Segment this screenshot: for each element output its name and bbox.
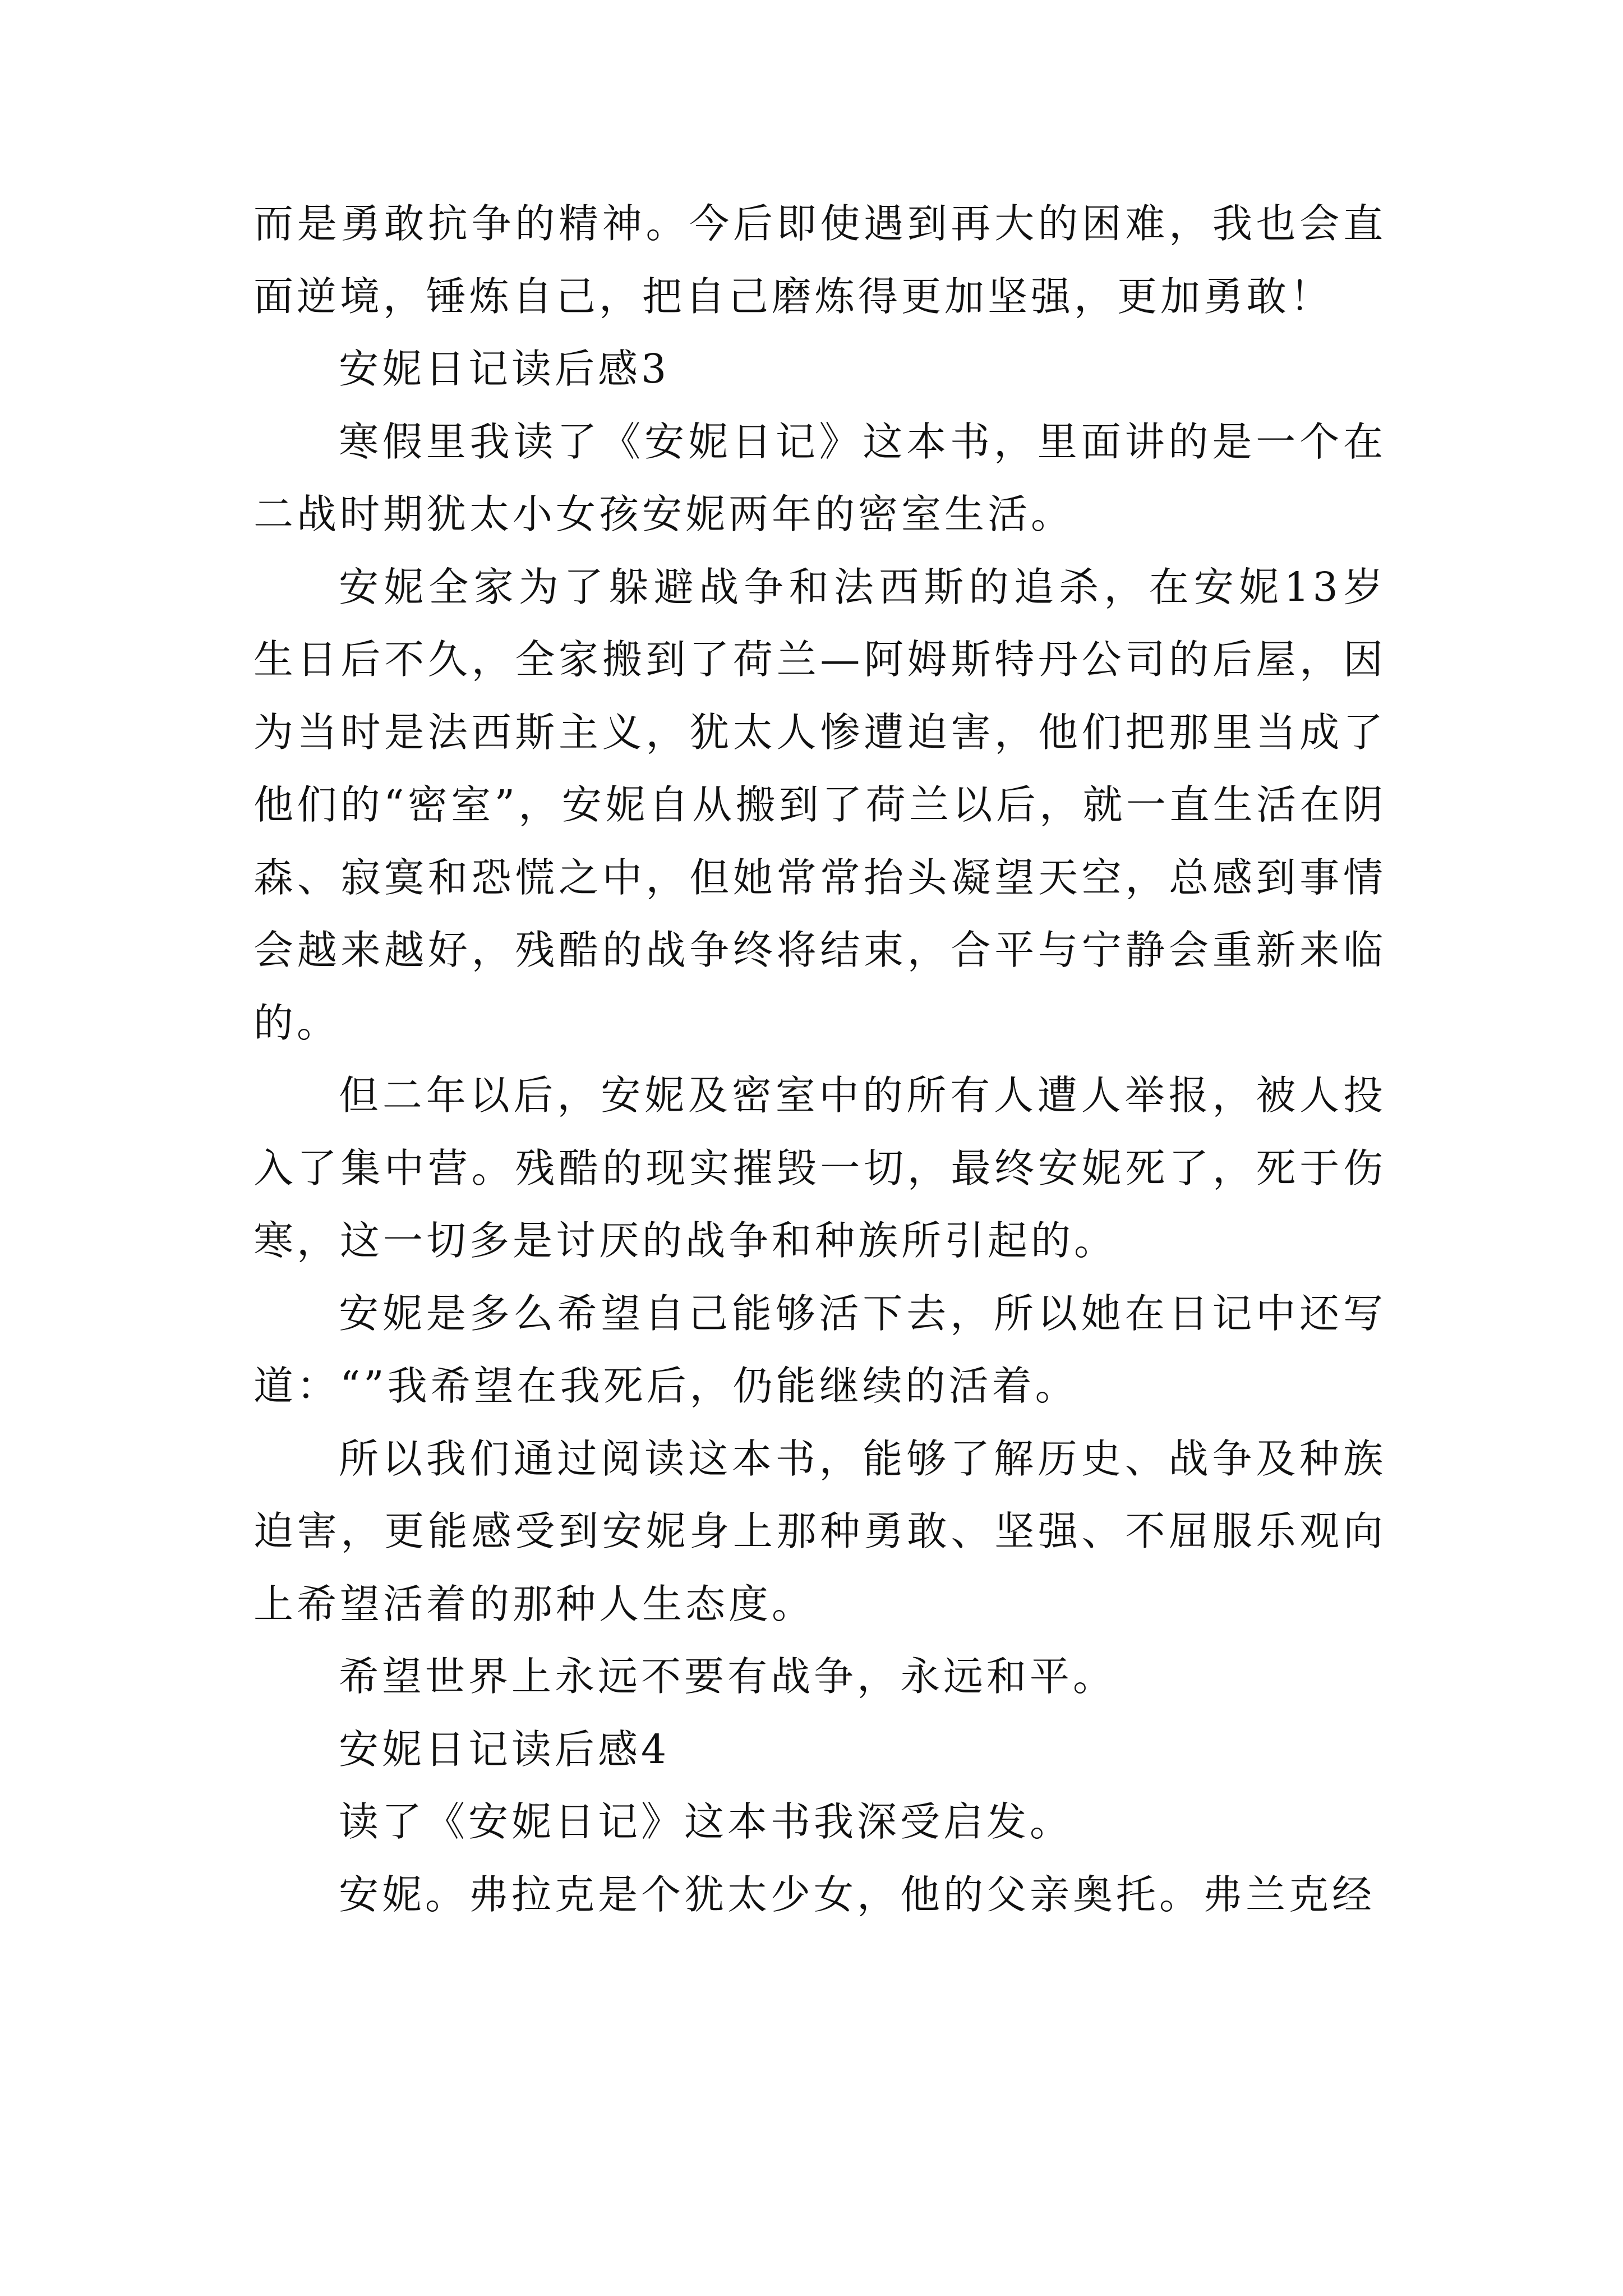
paragraph: 安妮。弗拉克是个犹太少女，他的父亲奥托。弗兰克经 xyxy=(339,1871,1376,1918)
document-body xyxy=(253,187,1386,1931)
paragraph: 安妮是多么希望自己能够活下去，所以她在日记中还写道：“”我希望在我死后，仍能继续的活着。 xyxy=(253,1290,1386,1409)
paragraph-continuation: 而是勇敢抗争的精神。今后即使遇到再大的困难，我也会直面逆境，锤炼自己，把自己磨炼得更加坚强，更加勇敢！ xyxy=(253,200,1386,320)
paragraph: 读了《安妮日记》这本书我深受启发。 xyxy=(339,1798,1073,1845)
paragraph: 希望世界上永远不要有战争，永远和平。 xyxy=(339,1653,1117,1700)
paragraph: 寒假里我读了《安妮日记》这本书，里面讲的是一个在二战时期犹太小女孩安妮两年的密室生活。 xyxy=(253,418,1386,537)
paragraph: 但二年以后，安妮及密室中的所有人遭人举报，被人投入了集中营。残酷的现实摧毁一切，最终安妮死了，死于伤寒，这一切多是讨厌的战争和种族所引起的。 xyxy=(253,1072,1386,1264)
section-heading-3: 安妮日记读后感3 xyxy=(339,346,670,392)
paragraph: 安妮全家为了躲避战争和法西斯的追杀，在安妮13岁生日后不久，全家搬到了荷兰—阿姆斯特丹公司的后屋，因为当时是法西斯主义，犹太人惨遭迫害，他们把那里当成了他们的“密室”，安妮自从搬到了荷兰以后，就一直生活在阴森、寂寞和恐慌之中，但她常常抬头凝望天空，总感到事情会越来越好，残酷的战争终将结束，合平与宁静会重新来临的。 xyxy=(253,563,1386,1046)
paragraph: 所以我们通过阅读这本书，能够了解历史、战争及种族迫害，更能感受到安妮身上那种勇敢、坚强、不屈服乐观向上希望活着的那种人生态度。 xyxy=(253,1435,1386,1627)
section-heading-4: 安妮日记读后感4 xyxy=(339,1726,670,1773)
